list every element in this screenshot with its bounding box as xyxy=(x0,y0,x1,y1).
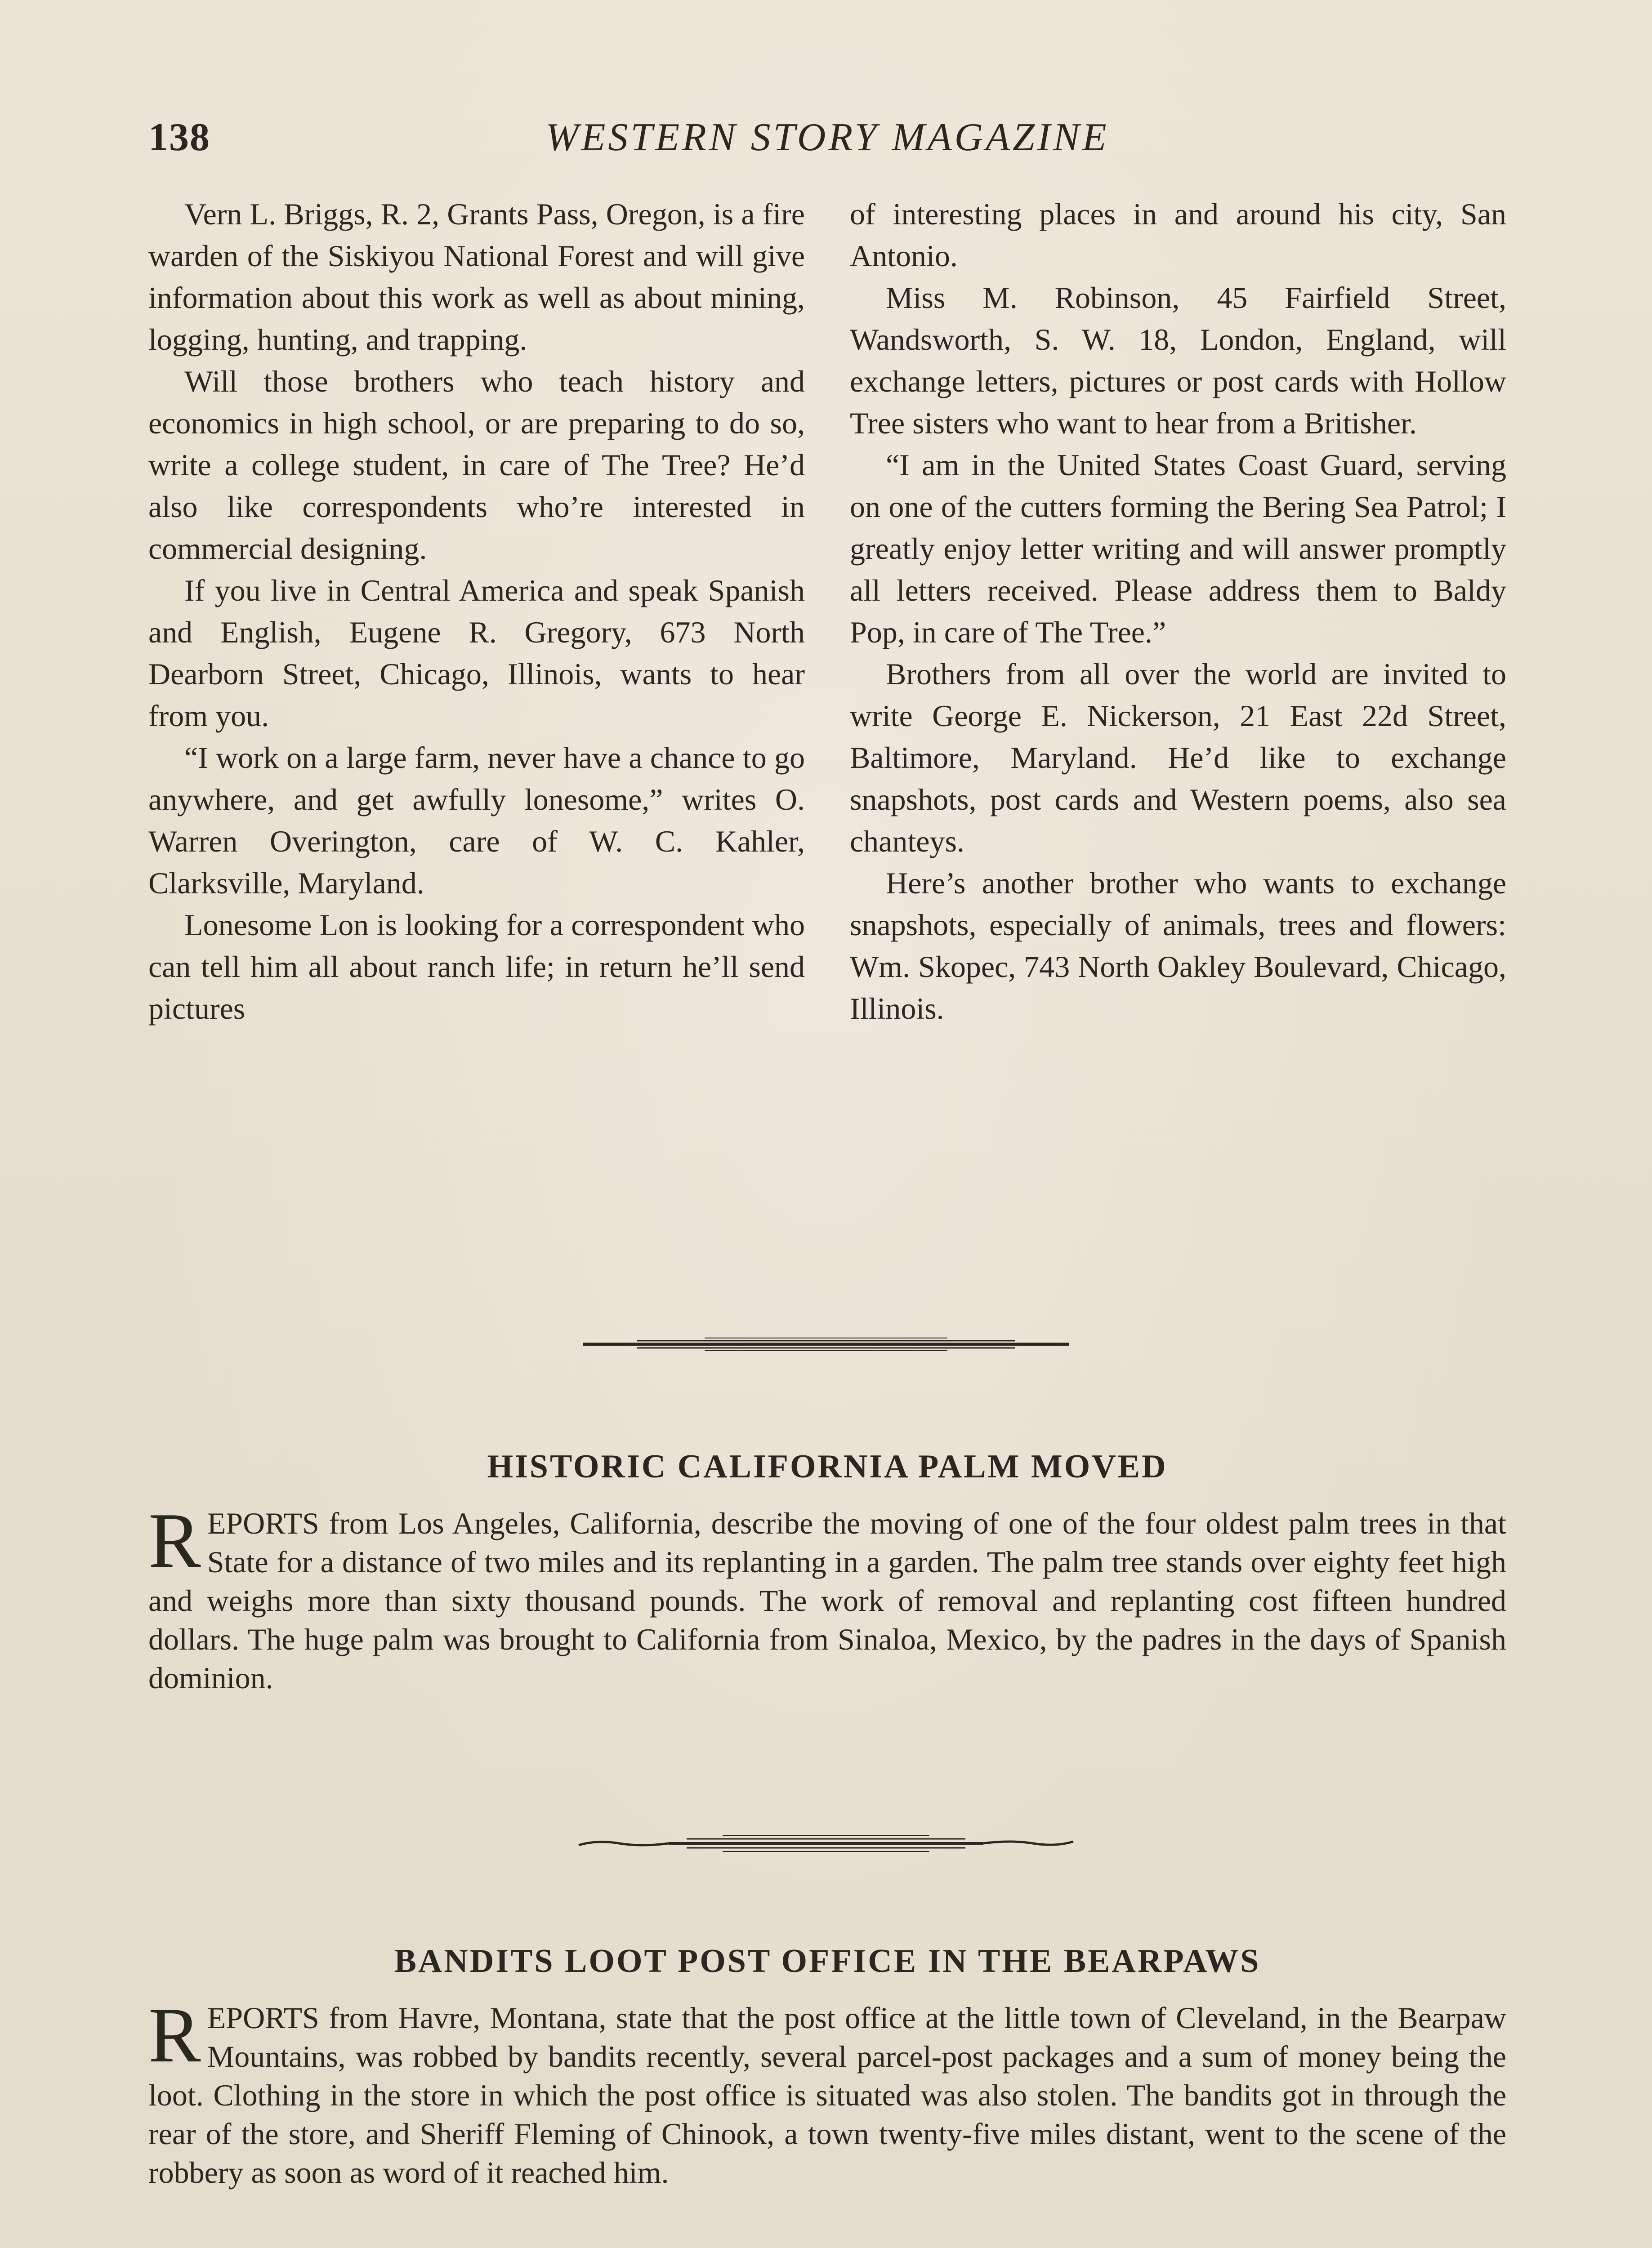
article-text: EPORTS from Havre, Montana, state that the post office at the little town of Cleveland, in the Bearpaw Mountains, was robbed by bandits recently, several parcel-post packages and a sum of money being the loot. Clothing in the store in which the post office is situated was also stolen. The bandits got in through the rear of the store, and Sheriff Fleming of Chinook, a town twenty-five miles distant, went to the scene of the robbery as soon as word of it reached him. xyxy=(148,2001,1506,2190)
paragraph: “I am in the United States Coast Guard, serving on one of the cutters forming the Bering Sea Patrol; I greatly enjoy letter writing and will answer promptly all letters received. Please address them to Baldy Pop, in care of The Tree.” xyxy=(850,448,1506,649)
drop-cap: R xyxy=(148,1497,201,1584)
paragraph: Vern L. Briggs, R. 2, Grants Pass, Oregon, is a fire warden of the Siskiyou National Forest and will give information about this work as well as about mining, logging, hunting, and trapping. xyxy=(148,197,805,357)
paragraph: Here’s another brother who wants to exchange snapshots, especially of animals, trees and flowers: Wm. Skopec, 743 North Oakley Boulevard, Chicago, Illinois. xyxy=(850,866,1506,1026)
article-body xyxy=(148,1497,1506,1697)
article-bandits xyxy=(148,1942,1506,2192)
paragraph: Lonesome Lon is looking for a correspondent who can tell him all about ranch life; in return he’ll send pictures xyxy=(148,908,805,1026)
paragraph: If you live in Central America and speak Spanish and English, Eugene R. Gregory, 673 North Dearborn Street, Chicago, Illinois, wants to hear from you. xyxy=(148,573,805,733)
article-body xyxy=(148,1991,1506,2192)
paragraph: “I work on a large farm, never have a chance to go anywhere, and get awfully lonesome,” writes O. Warren Overington, care of W. C. Kahler, Clarksville, Maryland. xyxy=(148,740,805,900)
drop-cap: R xyxy=(148,1991,201,2079)
page-header xyxy=(148,115,1506,173)
article-text: EPORTS from Los Angeles, California, describe the moving of one of the four oldest palm trees in that State for a distance of two miles and its replanting in a garden. The palm tree stands over eighty feet high and weighs more than sixty thousand pounds. The work of removal and replanting cost fifteen hundred dollars. The huge palm was brought to California from Sinaloa, Mexico, by the padres in the days of Spanish dominion. xyxy=(148,1506,1506,1695)
page-number: 138 xyxy=(148,116,210,159)
section-divider xyxy=(570,1331,1082,1358)
article-title: HISTORIC CALIFORNIA PALM MOVED xyxy=(487,1448,1168,1485)
ornament-rule-icon xyxy=(570,1331,1082,1358)
paragraph: Will those brothers who teach history and economics in high school, or are preparing to do so, write a college student, in care of The Tree? He’d also like correspondents who’re interested in commercial designing. xyxy=(148,364,805,566)
section-divider xyxy=(570,1830,1082,1857)
letters-columns xyxy=(148,193,1506,1272)
paragraph: Brothers from all over the world are invited to write George E. Nickerson, 21 East 22d Street, Baltimore, Maryland. He’d like to exchange snapshots, post cards and Western poems, also sea chanteys. xyxy=(850,657,1506,858)
paragraph: of interesting places in and around his city, San Antonio. xyxy=(850,197,1506,273)
article-palm xyxy=(148,1448,1506,1697)
article-title: BANDITS LOOT POST OFFICE IN THE BEARPAWS xyxy=(394,1943,1261,1980)
left-column xyxy=(148,193,805,1030)
right-column xyxy=(850,193,1506,1030)
running-title: WESTERN STORY MAGAZINE xyxy=(545,116,1109,159)
paragraph: Miss M. Robinson, 45 Fairfield Street, Wandsworth, S. W. 18, London, England, will exchange letters, pictures or post cards with Hollow Tree sisters who want to hear from a Britisher. xyxy=(850,281,1506,440)
ornament-rule-icon xyxy=(570,1830,1082,1857)
